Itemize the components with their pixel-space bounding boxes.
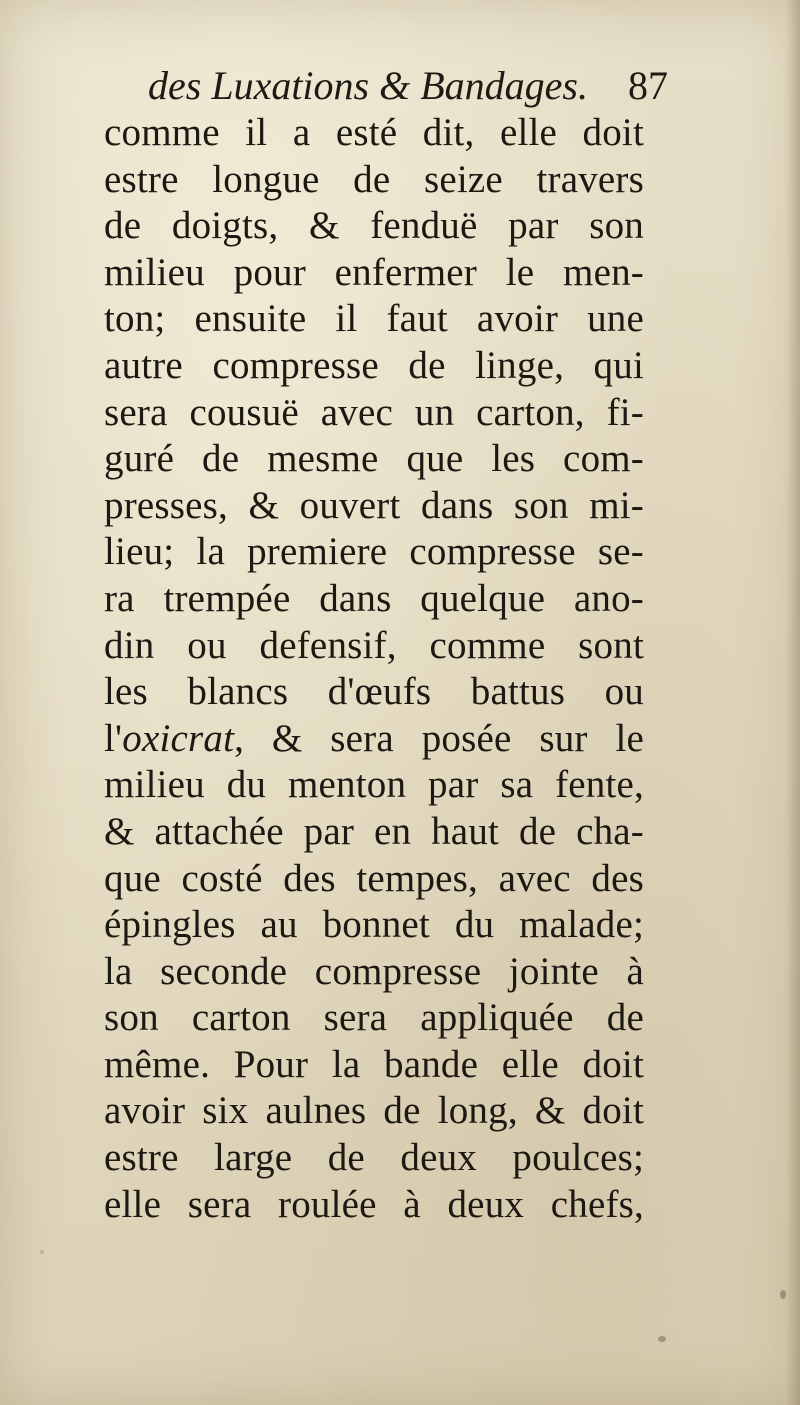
text-line: sera cousuë avec un carton, fi- [104, 390, 644, 434]
running-head [148, 62, 668, 112]
body-text [104, 110, 644, 1228]
text-line-with-italic [104, 716, 644, 763]
text-line: din ou defensif, comme sont [104, 623, 644, 667]
text-line: ra trempée dans quelque ano- [104, 576, 644, 620]
text-line: milieu du menton par sa fente, [104, 763, 644, 807]
paper-speck [658, 1336, 666, 1342]
paper-speck [40, 1250, 44, 1254]
text-line: de doigts, & fenduë par son [104, 204, 644, 248]
text-line: son carton sera appliquée de [104, 996, 644, 1040]
page-number: 87 [628, 63, 668, 108]
text-line: elle sera roulée à deux chefs, [104, 1182, 644, 1226]
text-line: ton; ensuite il faut avoir une [104, 297, 644, 341]
text-line: comme il a esté dit, elle doit [104, 111, 644, 154]
text-line: milieu pour enfermer le men- [104, 250, 644, 294]
text-fragment: l' [104, 716, 123, 760]
text-line: estre longue de seize travers [104, 157, 644, 201]
text-line: & attachée par en haut de cha- [104, 809, 644, 853]
text-line: les blancs d'œufs battus ou [104, 670, 644, 714]
text-line: que costé des tempes, avec des [104, 856, 644, 900]
text-line: lieu; la premiere compresse se- [104, 530, 644, 574]
text-line: avoir six aulnes de long, & doit [104, 1089, 644, 1133]
running-head-title: des Luxations & Bandages. [148, 63, 588, 108]
text-line: la seconde compresse jointe à [104, 949, 644, 993]
italic-term: oxicrat [122, 716, 235, 760]
text-line: presses, & ouvert dans son mi- [104, 483, 644, 527]
text-line: estre large de deux poulces; [104, 1136, 644, 1180]
text-line: autre compresse de linge, qui [104, 343, 644, 387]
text-line: même. Pour la bande elle doit [104, 1042, 644, 1086]
paper-speck [780, 1290, 786, 1299]
text-line: épingles au bonnet du malade; [104, 903, 644, 947]
text-fragment: , & sera posée sur le [234, 716, 644, 760]
page-edge-shadow [786, 0, 800, 1405]
text-line: guré de mesme que les com- [104, 437, 644, 481]
